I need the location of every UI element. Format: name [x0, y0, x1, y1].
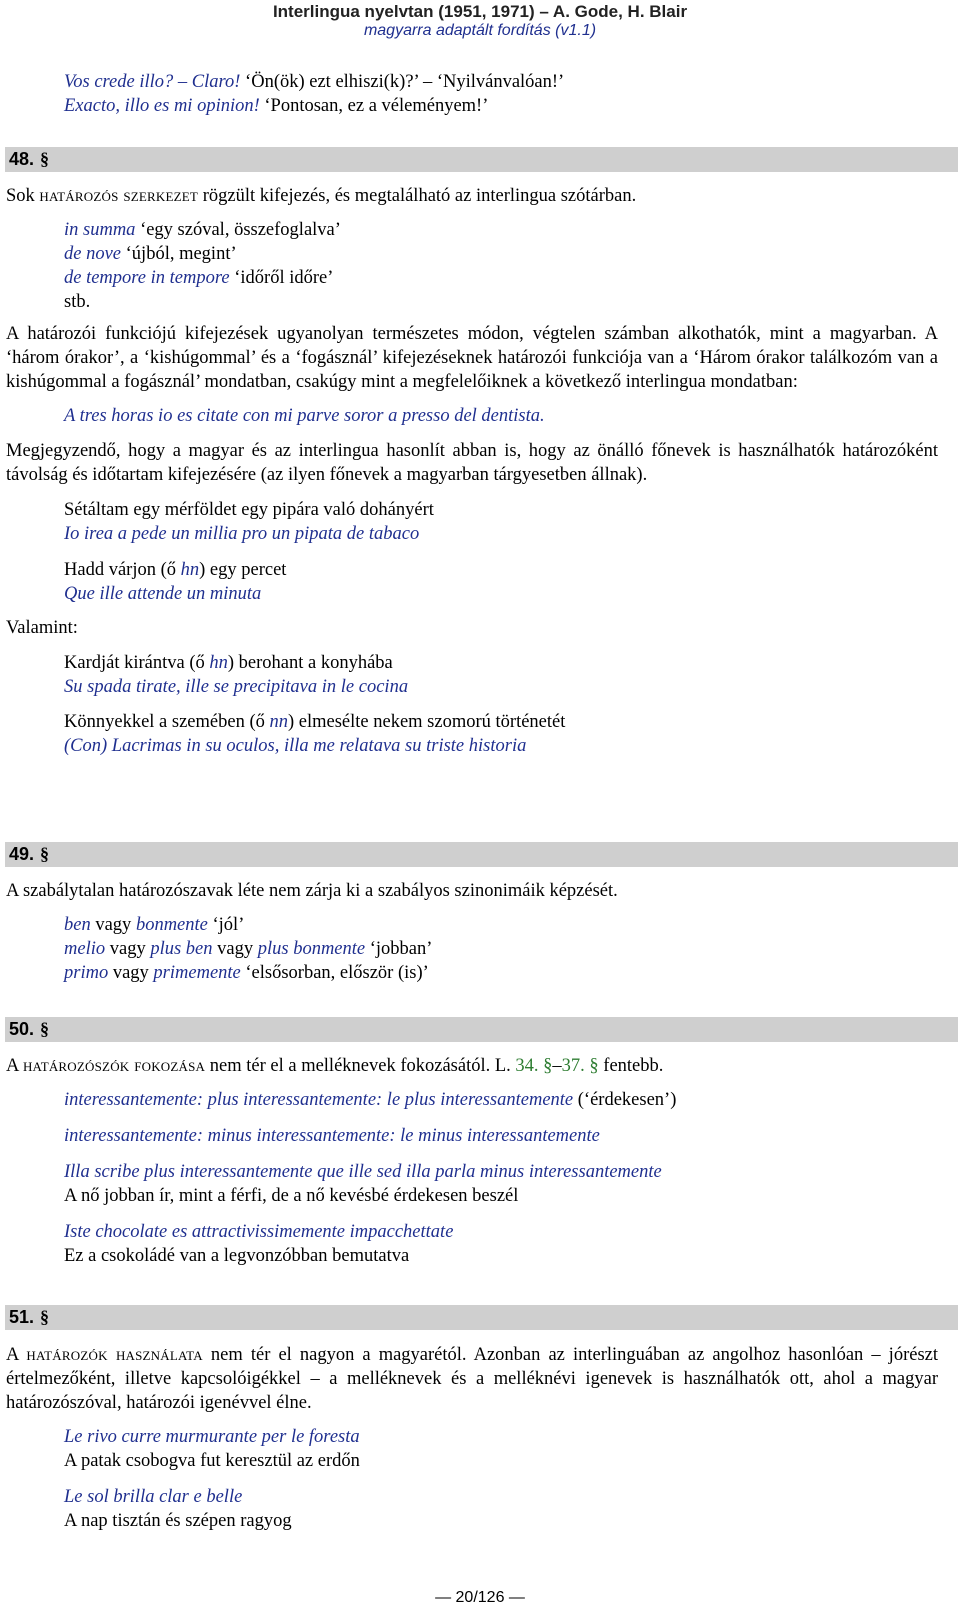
example-hu: ‘elsősorban, először (is)’ — [240, 963, 429, 983]
example-hu: ‘újból, megint’ — [121, 244, 237, 264]
example-hu: Sétáltam egy mérföldet egy pipára való dohányért — [64, 500, 434, 520]
example-hu: Kardját kirántva (ő — [64, 653, 210, 673]
text: vagy — [108, 963, 154, 983]
example-hu: ‘időről időre’ — [229, 268, 334, 288]
example-hu: ) berohant a konyhába — [227, 653, 393, 673]
section-heading-51 — [5, 1305, 958, 1330]
paragraph: A határozói funkciójú kifejezések ugyanolyan természetes módon, végtelen számban alkothatók, mint a magyarban. A ‘három órakor’, a ‘kishúgommal’ és a ‘fogásznál’ kifejezéseknek határozói funkciója van a ‘Három órakor találkozóm van a kishúgommal a fogásznál’ mondatban, csakúgy mint a megfelelőiknek a következő interlingua mondatban: — [6, 324, 938, 392]
term: határozós szerkezet — [39, 186, 199, 206]
example-ia: bonmente — [135, 915, 208, 935]
section-symbol: § — [543, 1056, 553, 1076]
section-heading-50 — [5, 1017, 958, 1042]
example-ia: Le rivo curre murmurante per le foresta — [64, 1427, 360, 1447]
abbr: hn — [209, 653, 228, 673]
section-number: 51. — [9, 1307, 35, 1327]
term: határozószók fokozása — [22, 1056, 206, 1076]
example-ia: Exacto, illo es mi opinion! — [64, 96, 260, 116]
page-number: — 20/126 — — [435, 1589, 525, 1606]
example-ia: Que ille attende un minuta — [64, 584, 262, 604]
text: rögzült kifejezés, és megtalálható az interlingua szótárban. — [198, 186, 637, 206]
top-examples — [6, 70, 938, 118]
section-symbol: § — [40, 1019, 50, 1039]
paragraph: A szabálytalan határozószavak léte nem zárja ki a szabályos szinonimáik képzését. — [6, 881, 618, 901]
term: határozók használata — [26, 1345, 203, 1365]
text: Sok — [6, 186, 40, 206]
example-ia: plus bonmente — [257, 939, 366, 959]
example-hu: ‘jól’ — [207, 915, 245, 935]
text: vagy — [212, 939, 258, 959]
section-symbol: § — [40, 1307, 50, 1327]
example-hu: Hadd várjon (ő — [64, 560, 181, 580]
example-ia: plus ben — [150, 939, 213, 959]
example-hu: ) egy percet — [199, 560, 287, 580]
text: vagy — [105, 939, 151, 959]
example-hu: (‘érdekesen’) — [573, 1090, 677, 1110]
paragraph: Megjegyzendő, hogy a magyar és az interlingua hasonlít abban is, hogy az önálló főnevek is használhatók határozóként távolság és időtartam kifejezésére (az ilyen főnevek a magyarban tárgyesetben állnak). — [6, 441, 938, 485]
example-ia: melio — [64, 939, 106, 959]
example-hu: ‘egy szóval, összefoglalva’ — [135, 220, 341, 240]
example-ia: ben — [64, 915, 91, 935]
example-ia: Illa scribe plus interessantemente que ille sed illa parla minus interessantemente — [64, 1162, 662, 1182]
abbr: nn — [269, 712, 288, 732]
example-hu: A nap tisztán és szépen ragyog — [64, 1511, 292, 1531]
text: – — [552, 1056, 562, 1076]
text: fentebb. — [598, 1056, 664, 1076]
example-hu: ‘Ön(ök) ezt elhiszi(k)?’ – ‘Nyilvánvalóan!’ — [245, 72, 565, 92]
section-symbol: § — [40, 844, 50, 864]
example-ia: A tres horas io es citate con mi parve soror a presso del dentista. — [64, 406, 545, 426]
section-heading-49 — [5, 842, 958, 867]
example-hu: Ez a csokoládé van a legvonzóbban bemutatva — [64, 1246, 410, 1266]
section-link-37[interactable]: 37. — [561, 1056, 585, 1076]
example-ia: interessantemente: minus interessantemente: le minus interessantemente — [64, 1126, 600, 1146]
section-number: 50. — [9, 1019, 35, 1039]
example-ia: Le sol brilla clar e belle — [64, 1487, 243, 1507]
example-hu: ) elmesélte nekem szomorú történetét — [287, 712, 566, 732]
section-49-body — [6, 879, 938, 985]
example-ia: Iste chocolate es attractivissimemente impacchettate — [64, 1222, 454, 1242]
text: nem tér el a melléknevek fokozásától. L. — [205, 1056, 516, 1076]
text: A — [6, 1056, 23, 1076]
section-symbol: § — [589, 1056, 599, 1076]
example-ia: Vos crede illo? – Claro! — [64, 72, 241, 92]
section-number: 49. — [9, 844, 35, 864]
example-ia: (Con) Lacrimas in su oculos, illa me relatava su triste historia — [64, 736, 527, 756]
abbr: hn — [180, 560, 200, 580]
header-title: Interlingua nyelvtan (1951, 1971) – A. Gode, H. Blair — [272, 2, 688, 21]
etc-text: stb. — [64, 292, 91, 312]
example-ia: de nove — [64, 244, 122, 264]
example-hu: A nő jobban ír, mint a férfi, de a nő kevésbé érdekesen beszél — [64, 1186, 519, 1206]
example-ia: interessantemente: plus interessantemente: le plus interessantemente — [64, 1090, 574, 1110]
section-symbol: § — [40, 149, 50, 169]
text: vagy — [90, 915, 136, 935]
example-hu: Könnyekkel a szemében (ő — [64, 712, 270, 732]
example-ia: primemente — [153, 963, 241, 983]
example-ia: in summa — [64, 220, 136, 240]
example-ia: Su spada tirate, ille se precipitava in le cocina — [64, 677, 409, 697]
section-50-body — [6, 1054, 938, 1268]
example-ia: Io irea a pede un millia pro un pipata de tabaco — [64, 524, 420, 544]
section-number: 48. — [9, 149, 35, 169]
example-hu: A patak csobogva fut keresztül az erdőn — [64, 1451, 360, 1471]
example-hu: ‘Pontosan, ez a véleményem!’ — [264, 96, 489, 116]
example-ia: de tempore in tempore — [64, 268, 230, 288]
page-header — [0, 0, 960, 40]
section-48-body — [6, 184, 938, 758]
text: nem tér el nagyon a magyarétól. Azonban az interlinguában az angolhoz hasonlóan – jórészt értelmezőként, illetve kapcsolóigékkel – a melléknevek és a melléknévi igenevek is használhatók ott, ahol a magyar határozószóval, határozói igenévvel élne. — [6, 1345, 938, 1413]
header-subtitle: magyarra adaptált fordítás (v1.1) — [363, 22, 597, 39]
text: A — [6, 1345, 27, 1365]
example-hu: ‘jobban’ — [365, 939, 433, 959]
example-ia: primo — [64, 963, 109, 983]
section-51-body — [6, 1343, 938, 1533]
example-hu — [64, 498, 938, 522]
section-link-34[interactable]: 34. — [515, 1056, 539, 1076]
valamint-label: Valamint: — [6, 618, 78, 638]
section-heading-48 — [5, 147, 958, 172]
